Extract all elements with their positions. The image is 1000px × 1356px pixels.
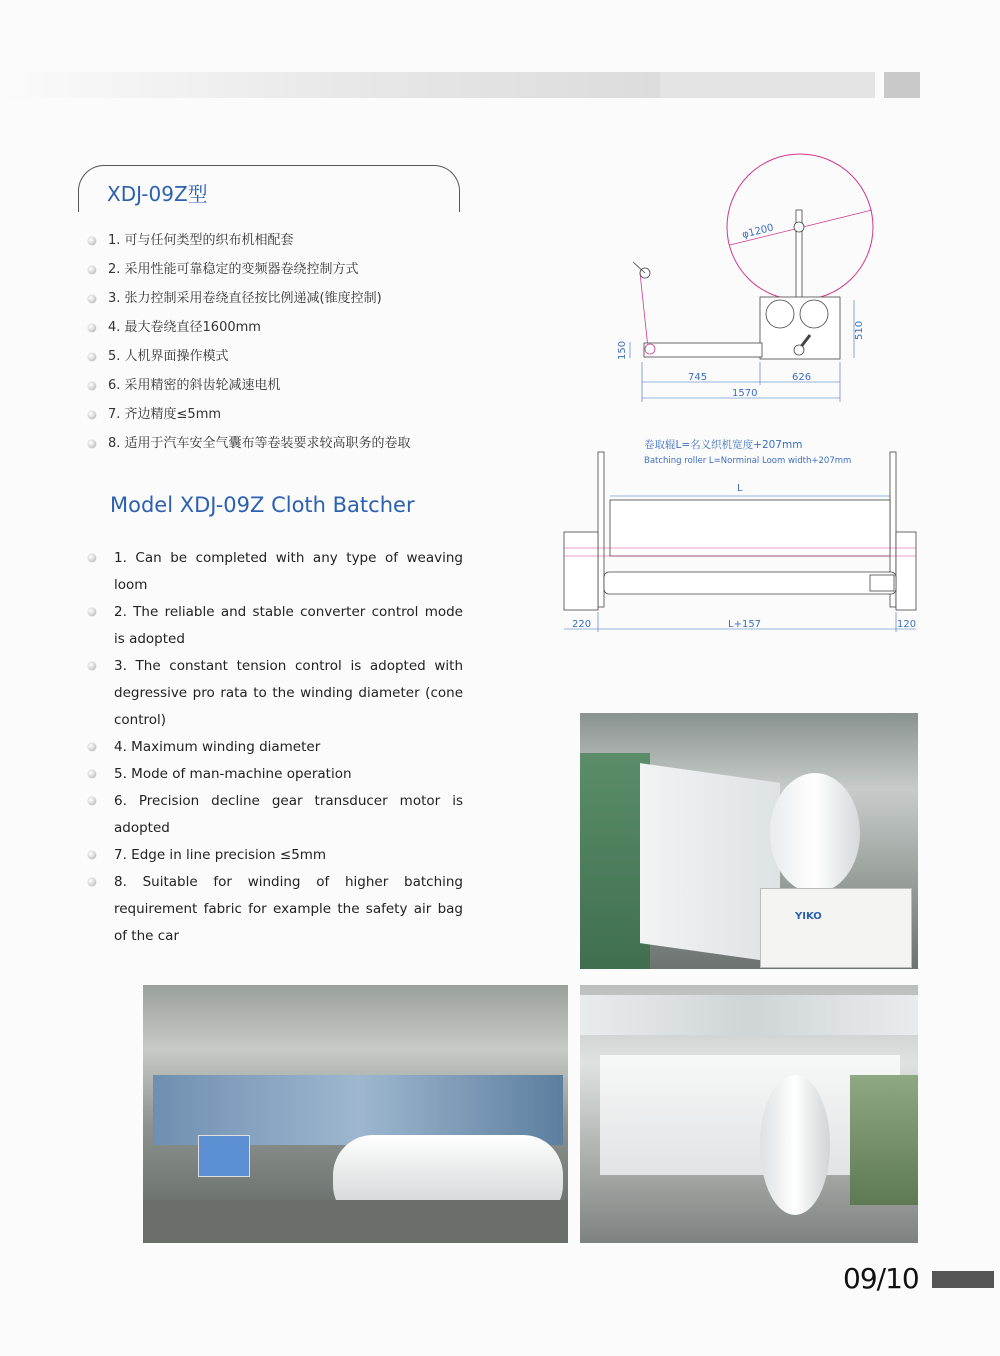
center-dim-label: L+157 bbox=[728, 619, 762, 630]
left-dim-label: 220 bbox=[572, 619, 592, 630]
bullet-icon bbox=[88, 411, 96, 419]
drive-roller-right bbox=[800, 300, 828, 328]
height-left-label: 150 bbox=[617, 340, 628, 360]
bullet-icon bbox=[88, 878, 96, 886]
side-view-diagram bbox=[600, 140, 880, 410]
front-view-diagram bbox=[560, 432, 920, 637]
bullet-icon bbox=[88, 662, 96, 670]
green-loom bbox=[850, 1075, 918, 1205]
width-right-label: 626 bbox=[792, 372, 812, 383]
width-left-label: 745 bbox=[688, 372, 708, 383]
list-item: 5. 人机界面操作模式 bbox=[88, 346, 508, 375]
header-band bbox=[0, 72, 660, 98]
bullet-icon bbox=[88, 851, 96, 859]
bullet-icon bbox=[88, 295, 96, 303]
drive-roller-front bbox=[604, 572, 896, 594]
bullet-icon bbox=[88, 324, 96, 332]
front-caption-en: Batching roller L=Norminal Loom width+207mm bbox=[644, 456, 852, 466]
photo-factory-floor bbox=[143, 985, 568, 1243]
brand-label: YIKO bbox=[795, 911, 822, 922]
photo-roll-closeup bbox=[580, 985, 918, 1243]
page-number-bar bbox=[932, 1271, 994, 1288]
cloth-roll bbox=[610, 500, 890, 556]
machine-body bbox=[760, 888, 912, 968]
list-item: 4. 最大卷绕直径1600mm bbox=[88, 317, 508, 346]
right-dim-label: 120 bbox=[897, 619, 917, 630]
bullet-icon bbox=[88, 554, 96, 562]
list-item: 4. Maximum winding diameter bbox=[88, 734, 463, 761]
cloth-roll-photo bbox=[770, 773, 860, 893]
list-item: 6. Precision decline gear transducer motor is adopted bbox=[88, 788, 463, 842]
bullet-icon bbox=[88, 797, 96, 805]
list-item: 5. Mode of man-machine operation bbox=[88, 761, 463, 788]
bullet-icon bbox=[88, 382, 96, 390]
fabric-sheet bbox=[640, 763, 780, 963]
diameter-label: φ1200 bbox=[741, 222, 775, 241]
list-item: 3. 张力控制采用卷绕直径按比例递减(锥度控制) bbox=[88, 288, 508, 317]
blue-panel bbox=[198, 1135, 250, 1177]
list-item: 3. The constant tension control is adopted with degressive pro rata to the winding diameter (cone control) bbox=[88, 653, 463, 734]
header-band-right bbox=[660, 72, 875, 98]
list-item: 1. 可与任何类型的织布机相配套 bbox=[88, 230, 508, 259]
left-housing bbox=[564, 532, 598, 610]
base-rail bbox=[644, 343, 762, 357]
list-item: 7. Edge in line precision ≤5mm bbox=[88, 842, 463, 869]
guide-arm bbox=[633, 262, 645, 273]
fabric-path bbox=[640, 273, 760, 352]
guide-roller-bottom bbox=[645, 344, 655, 354]
bullet-icon bbox=[88, 353, 96, 361]
en-title: Model XDJ-09Z Cloth Batcher bbox=[110, 493, 415, 517]
cn-feature-list bbox=[88, 230, 508, 462]
right-housing bbox=[896, 532, 916, 610]
list-item: 1. Can be completed with any type of weaving loom bbox=[88, 545, 463, 599]
page-number: 09/10 bbox=[843, 1262, 919, 1295]
drive-end-cap bbox=[870, 575, 894, 591]
front-caption-cn: 卷取辊L=名义织机宽度+207mm bbox=[644, 439, 803, 451]
bullet-icon bbox=[88, 770, 96, 778]
left-post bbox=[598, 452, 604, 607]
cloth-roll-photo bbox=[760, 1075, 830, 1215]
en-feature-list bbox=[88, 545, 463, 950]
roll-axle bbox=[794, 222, 804, 232]
list-item: 6. 采用精密的斜齿轮减速电机 bbox=[88, 375, 508, 404]
bullet-icon bbox=[88, 266, 96, 274]
list-item: 2. The reliable and stable converter control mode is adopted bbox=[88, 599, 463, 653]
list-item: 2. 采用性能可靠稳定的变频器卷绕控制方式 bbox=[88, 259, 508, 288]
drive-roller-left bbox=[766, 300, 794, 328]
window-strip bbox=[580, 995, 918, 1035]
floor bbox=[143, 1200, 568, 1243]
bullet-icon bbox=[88, 608, 96, 616]
bullet-icon bbox=[88, 743, 96, 751]
list-item: 8. Suitable for winding of higher batching requirement fabric for example the safety air bag of the car bbox=[88, 869, 463, 950]
header-band-block bbox=[884, 72, 920, 98]
height-right-label: 510 bbox=[854, 320, 865, 340]
width-total-label: 1570 bbox=[732, 388, 758, 399]
tension-roller bbox=[794, 345, 804, 355]
list-item: 7. 齐边精度≤5mm bbox=[88, 404, 508, 433]
bullet-icon bbox=[88, 440, 96, 448]
cn-title: XDJ-09Z型 bbox=[107, 182, 208, 206]
length-label: L bbox=[737, 483, 743, 494]
photo-batcher-machine bbox=[580, 713, 918, 969]
cn-title-frame bbox=[78, 165, 460, 212]
bullet-icon bbox=[88, 237, 96, 245]
list-item: 8. 适用于汽车安全气囊布等卷装要求较高职务的卷取 bbox=[88, 433, 508, 462]
